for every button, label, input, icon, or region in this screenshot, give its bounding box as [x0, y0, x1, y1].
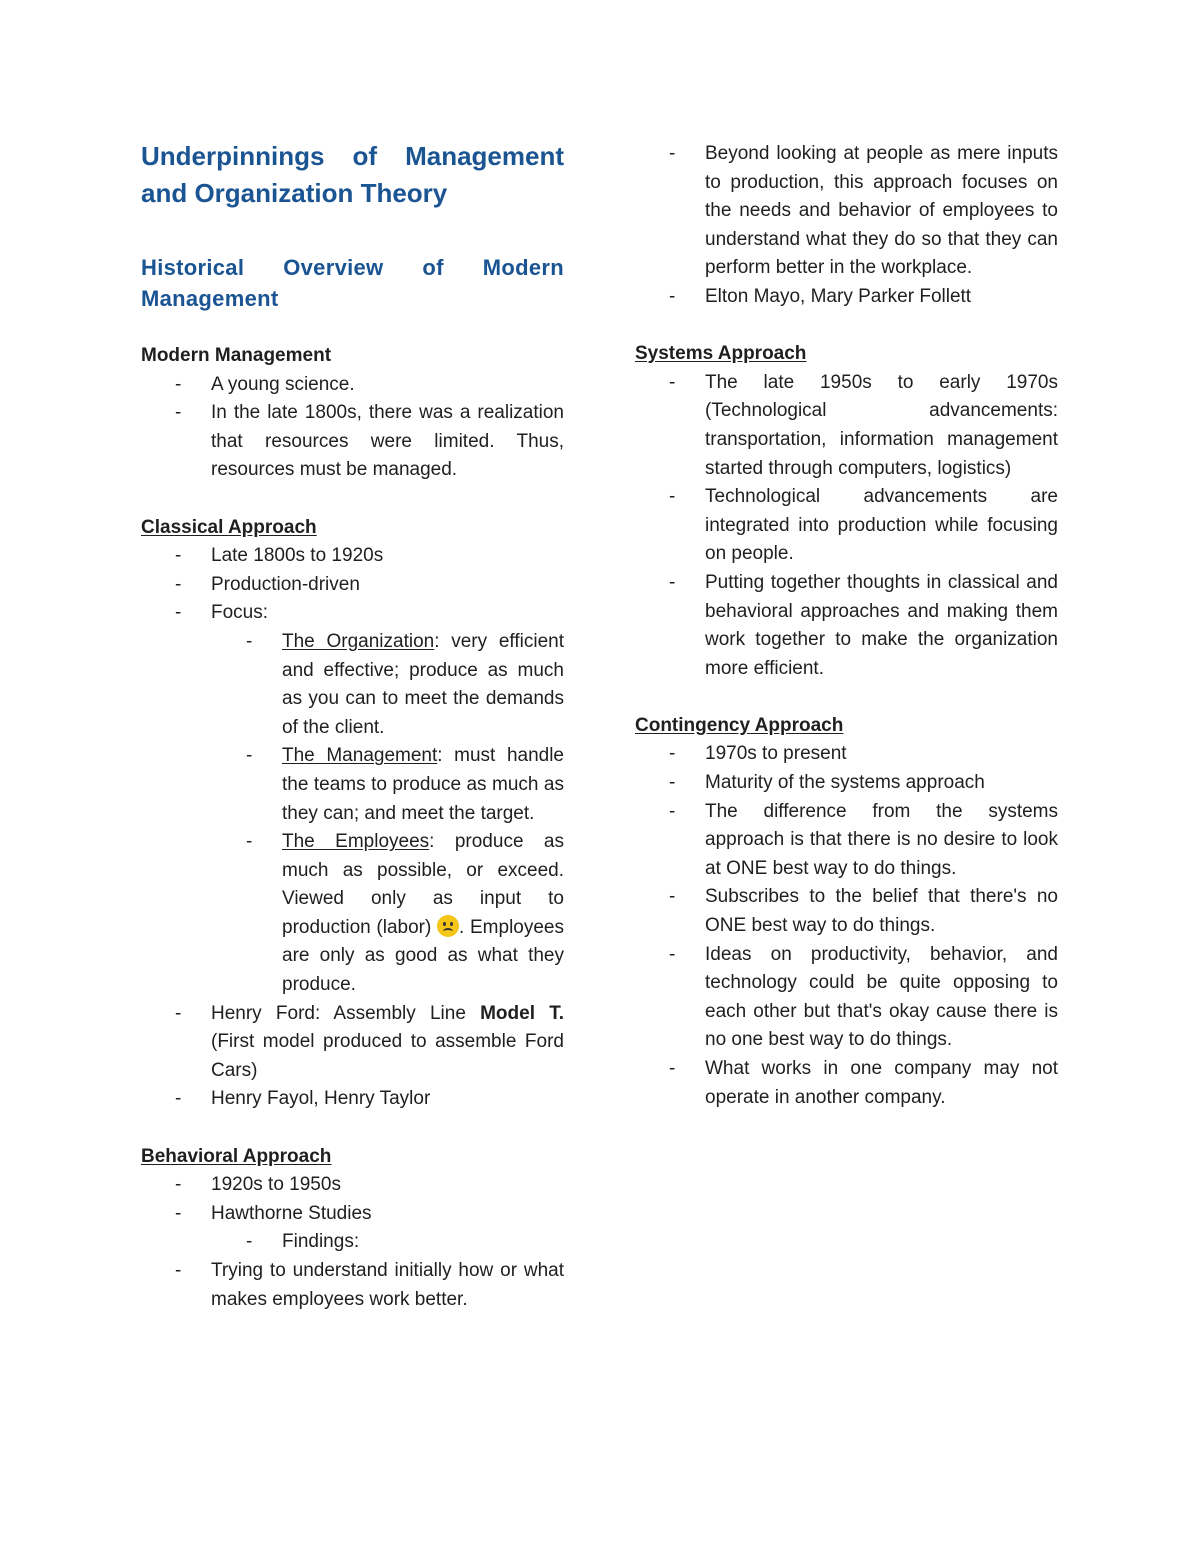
list-item: - Trying to understand initially how or what makes employees work better.: [141, 1257, 564, 1314]
list-item: - Ideas on productivity, behavior, and technology could be quite opposing to each other but that's okay cause there is no one best way to do things.: [635, 941, 1058, 1055]
list-item: [141, 1000, 564, 1086]
list-item: - Elton Mayo, Mary Parker Follett: [635, 283, 1058, 312]
contingency-approach-heading: [635, 712, 1058, 741]
focus-term: The Organization: [282, 630, 435, 652]
behavioral-list-continued: [635, 140, 1058, 312]
behavioral-list: [141, 1171, 564, 1228]
list-item: - Putting together thoughts in classical and behavioral approaches and making them work together to make the organization more efficient.: [635, 569, 1058, 683]
model-t-text: Model T.: [480, 1002, 564, 1024]
list-item: - Late 1800s to 1920s: [141, 542, 564, 571]
contingency-approach-heading-text: Contingency Approach: [635, 714, 844, 736]
modern-management-list: [141, 371, 564, 485]
ford-text-2: (First model produced to assemble Ford Cars): [211, 1031, 564, 1081]
right-column: [635, 140, 1058, 1112]
list-item: - What works in one company may not operate in another company.: [635, 1055, 1058, 1112]
behavioral-approach-heading: [141, 1143, 564, 1172]
list-item: - In the late 1800s, there was a realization that resources were limited. Thus, resources must be managed.: [141, 399, 564, 485]
list-item: - Henry Fayol, Henry Taylor: [141, 1085, 564, 1114]
list-item: - 1920s to 1950s: [141, 1171, 564, 1200]
list-item: - Technological advancements are integrated into production while focusing on people.: [635, 483, 1058, 569]
focus-text: : produce as much as possible, or exceed. Viewed only as input to production (labor): [282, 831, 564, 938]
focus-text: : very efficient and effective; produce as much as you can to meet the demands of the client.: [282, 630, 565, 738]
title-line-1: Underpinnings of Management: [141, 141, 564, 171]
list-item: - The difference from the systems approach is that there is no desire to look at ONE best way to do things.: [635, 798, 1058, 884]
list-item: - The late 1950s to early 1970s (Technological advancements: transportation, information management started through computers, logistics): [635, 369, 1058, 483]
behavioral-list-2: [141, 1257, 564, 1314]
document-title: [141, 138, 564, 212]
contingency-list: [635, 740, 1058, 1112]
systems-approach-heading: [635, 340, 1058, 369]
frowning-face-icon: [437, 915, 459, 937]
focus-item-employees: [141, 828, 564, 1000]
focus-text-2: . Employees are only as good as what they produce.: [282, 916, 564, 996]
systems-list: [635, 369, 1058, 684]
list-item: - Beyond looking at people as mere inputs to production, this approach focuses on the needs and behavior of employees to understand what they do so that they can perform better in the workplace.: [635, 140, 1058, 283]
subtitle-line-2: Management: [141, 286, 279, 311]
modern-management-heading: Modern Management: [141, 345, 332, 366]
section-subtitle: [141, 252, 564, 314]
left-column: [141, 138, 564, 1314]
ford-text: Henry Ford: Assembly Line: [211, 1002, 481, 1024]
list-item: - Focus:: [141, 599, 564, 628]
systems-approach-heading-text: Systems Approach: [635, 343, 807, 365]
behavioral-sub-list: [141, 1228, 564, 1257]
focus-item-organization: [141, 628, 564, 742]
list-item: - 1970s to present: [635, 740, 1058, 769]
list-item: - Findings:: [141, 1228, 564, 1257]
focus-term: The Employees: [282, 831, 430, 853]
classical-approach-heading-text: Classical Approach: [141, 516, 317, 538]
focus-term: The Management: [282, 745, 438, 767]
classical-approach-heading: [141, 514, 564, 543]
title-line-2: and Organization Theory: [141, 178, 448, 208]
list-item: - Subscribes to the belief that there's no ONE best way to do things.: [635, 883, 1058, 940]
list-item: - Hawthorne Studies: [141, 1200, 564, 1229]
list-item: - Production-driven: [141, 571, 564, 600]
list-item: - A young science.: [141, 371, 564, 400]
classical-list-2: [141, 1000, 564, 1114]
classical-list: [141, 542, 564, 628]
classical-focus-list: [141, 628, 564, 1000]
subtitle-line-1: Historical Overview of Modern: [141, 255, 564, 280]
focus-item-management: [141, 742, 564, 828]
focus-text: : must handle the teams to produce as much as they can; and meet the target.: [282, 745, 564, 824]
behavioral-approach-heading-text: Behavioral Approach: [141, 1145, 332, 1167]
list-item: - Maturity of the systems approach: [635, 769, 1058, 798]
